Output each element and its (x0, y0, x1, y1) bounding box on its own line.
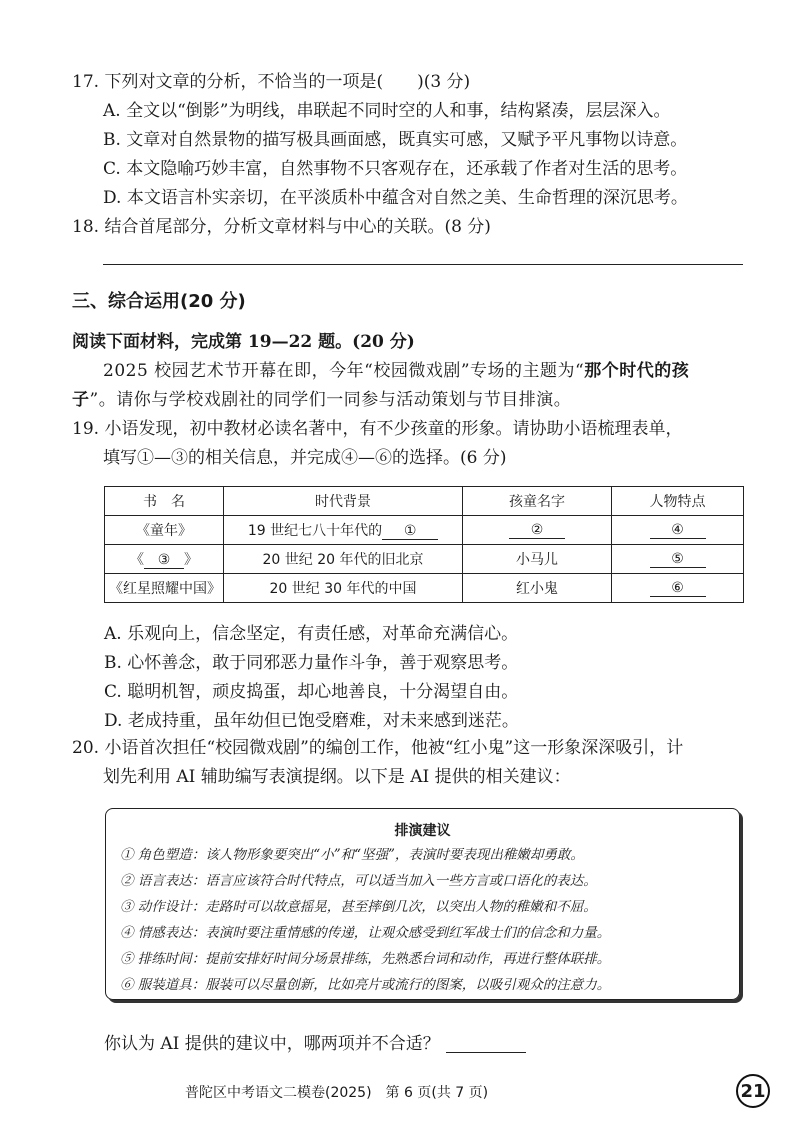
child-cell (463, 516, 612, 545)
question-19-options (104, 620, 754, 736)
material-paragraph-cont (72, 386, 752, 415)
question-18-stem: 18. 结合首尾部分，分析文章材料与中心的关联。(8 分) (72, 217, 491, 237)
question-19-option-a: A. 乐观向上，信念坚定，有责任感，对革命充满信心。 (104, 624, 519, 644)
table-row (105, 574, 744, 603)
question-19-option-c: C. 聪明机智，顽皮捣蛋，却心地善良，十分渴望自由。 (104, 682, 519, 702)
question-20 (72, 734, 762, 792)
era-cell: 20 世纪 30 年代的中国 (224, 574, 463, 603)
question-17-option-b: B. 文章对自然景物的描写极具画面感，既真实可感，又赋予平凡事物以诗意。 (103, 130, 688, 150)
child-cell: 红小鬼 (463, 574, 612, 603)
question-20-prompt (104, 1030, 526, 1058)
suggestion-item: ⑤ 排练时间：提前安排好时间分场景排练，先熟悉台词和动作，再进行整体联排。 (120, 951, 611, 967)
blank-5[interactable]: ⑤ (650, 551, 706, 568)
suggestion-item: ① 角色塑造：该人物形象要突出“小”和“坚强”，表演时要表现出稚嫩却勇敢。 (120, 847, 584, 863)
child-cell: 小马儿 (463, 545, 612, 574)
suggestion-item: ⑥ 服装道具：服装可以尽量创新，比如亮片或流行的图案，以吸引观众的注意力。 (120, 977, 611, 993)
question-17-stem: 17. 下列对文章的分析，不恰当的一项是( )(3 分) (72, 72, 471, 92)
material-text-end: ”。请你与学校戏剧社的同学们一同参与活动策划与节目排演。 (89, 390, 572, 410)
page-footer: 普陀区中考语文二模卷(2025) 第 6 页(共 7 页) (185, 1085, 489, 1101)
trait-cell (612, 516, 744, 545)
section-3-title: 三、综合运用(20 分) (72, 291, 246, 312)
table-header-row (105, 487, 744, 516)
question-19-option-d: D. 老成持重，虽年幼但已饱受磨难，对未来感到迷茫。 (104, 711, 519, 731)
question-17 (72, 68, 752, 242)
page-number-badge: 21 (736, 1074, 770, 1108)
suggestion-title: 排演建议 (394, 823, 451, 839)
question-19-line1: 19. 小语发现，初中教材必读名著中，有不少孩童的形象。请协助小语梳理表单， (72, 419, 683, 439)
answer-blank[interactable] (446, 1034, 526, 1053)
answer-line[interactable] (103, 264, 743, 265)
question-17-option-d: D. 本文语言朴实亲切，在平淡质朴中蕴含对自然之美、生命哲理的深沉思考。 (103, 188, 688, 208)
era-text: 19 世纪七八十年代的 (247, 523, 383, 539)
question-17-option-c: C. 本文隐喻巧妙丰富，自然事物不只客观存在，还承载了作者对生活的思考。 (103, 159, 688, 179)
blank-2[interactable]: ② (509, 522, 565, 539)
suggestion-item: ③ 动作设计：走路时可以故意摇晃，甚至摔倒几次，以突出人物的稚嫩和不屈。 (120, 899, 597, 915)
trait-cell (612, 574, 744, 603)
suggestion-box (105, 808, 740, 1000)
reading-material (72, 328, 752, 473)
theme-text-end: 子 (72, 390, 90, 410)
header-trait: 人物特点 (612, 487, 744, 516)
material-intro: 阅读下面材料，完成第 19—22 题。(20 分) (72, 332, 415, 352)
question-20-line2: 划先利用 AI 辅助编写表演提纲。以下是 AI 提供的相关建议： (103, 767, 571, 787)
era-cell: 20 世纪 20 年代的旧北京 (224, 545, 463, 574)
blank-1[interactable]: ① (382, 523, 438, 540)
question-20-line1: 20. 小语首次担任“校园微戏剧”的编创工作，他被“红小鬼”这一形象深深吸引，计 (72, 738, 684, 758)
header-era: 时代背景 (224, 487, 463, 516)
era-cell (224, 516, 463, 545)
question-20-prompt-text: 你认为 AI 提供的建议中，哪两项并不合适？ (104, 1034, 440, 1054)
header-book: 书 名 (105, 487, 224, 516)
book-bracket-open: 《 (130, 552, 144, 568)
blank-4[interactable]: ④ (650, 522, 706, 539)
blank-3[interactable]: ③ (144, 552, 184, 569)
table-row (105, 516, 744, 545)
book-cell (105, 545, 224, 574)
material-text: 2025 校园艺术节开幕在即，今年“校园微戏剧”专场的主题为“ (103, 361, 585, 381)
book-bracket-close: 》 (184, 552, 198, 568)
material-paragraph (72, 357, 752, 386)
question-19-line2: 填写①—③的相关信息，并完成④—⑥的选择。(6 分) (103, 448, 507, 468)
question-17-option-a: A. 全文以“倒影”为明线，串联起不同时空的人和事，结构紧凑，层层深入。 (103, 101, 671, 121)
table-row (105, 545, 744, 574)
book-cell: 《红星照耀中国》 (105, 574, 224, 603)
book-table (104, 486, 744, 603)
question-19-option-b: B. 心怀善念，敢于同邪恶力量作斗争，善于观察思考。 (104, 653, 519, 673)
theme-text: 那个时代的孩 (584, 361, 690, 381)
suggestion-item: ② 语言表达：语言应该符合时代特点，可以适当加入一些方言或口语化的表达。 (120, 873, 597, 889)
book-cell: 《童年》 (105, 516, 224, 545)
trait-cell (612, 545, 744, 574)
blank-6[interactable]: ⑥ (650, 580, 706, 597)
suggestion-item: ④ 情感表达：表演时要注重情感的传递，让观众感受到红军战士们的信念和力量。 (120, 925, 611, 941)
header-child: 孩童名字 (463, 487, 612, 516)
